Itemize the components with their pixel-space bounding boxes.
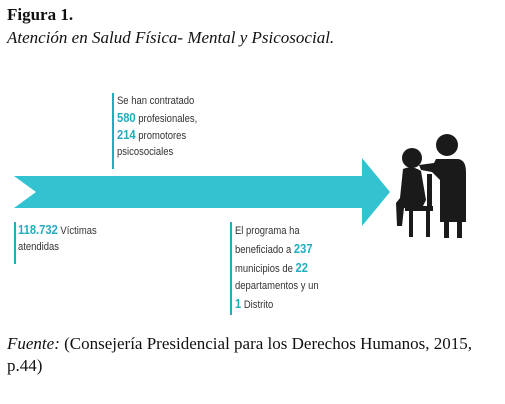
callout-line — [235, 259, 319, 278]
callout-programa — [235, 223, 319, 314]
callout-line — [235, 295, 319, 314]
callout-line: Se han contratado — [117, 95, 195, 107]
callout-line — [235, 240, 319, 259]
source-text: (Consejería Presidencial para los Derechos Humanos, 2015, p.44) — [7, 334, 472, 375]
callout-text: profesionales, — [135, 112, 198, 125]
callout-text: Distrito — [241, 299, 274, 311]
callout-line — [117, 127, 197, 145]
value-1: 1 — [235, 296, 242, 311]
figure-label: Figura 1 — [7, 5, 69, 24]
callout-line: departamentos y un — [235, 280, 319, 292]
source-label: Fuente: — [7, 334, 60, 353]
figure-label-suffix: . — [68, 5, 74, 24]
value-22: 22 — [295, 260, 308, 275]
callout-victimas — [18, 222, 97, 255]
callout-text: Víctimas — [57, 225, 97, 237]
figure-source — [7, 333, 497, 377]
callout-contratado — [117, 94, 197, 160]
callout-text: municipios de — [235, 263, 296, 275]
callout-line — [18, 222, 97, 240]
value-214: 214 — [117, 127, 136, 142]
value-118732: 118.732 — [18, 222, 58, 237]
callout-bar-victimas — [14, 222, 16, 264]
arrow-icon — [14, 158, 390, 226]
callout-text: promotores — [135, 130, 187, 142]
callout-bar-programa — [230, 222, 232, 315]
callout-text: beneficiado a — [235, 244, 294, 256]
callout-bar-contratado — [112, 93, 114, 169]
callout-line — [117, 110, 197, 128]
callout-line: psicosociales — [117, 145, 174, 158]
callout-line: El programa ha — [235, 225, 300, 237]
value-237: 237 — [293, 241, 313, 256]
callout-line: atendidas — [18, 240, 60, 253]
figure-subtitle: Atención en Salud Física- Mental y Psicosocial. — [7, 28, 335, 47]
value-580: 580 — [117, 109, 136, 125]
